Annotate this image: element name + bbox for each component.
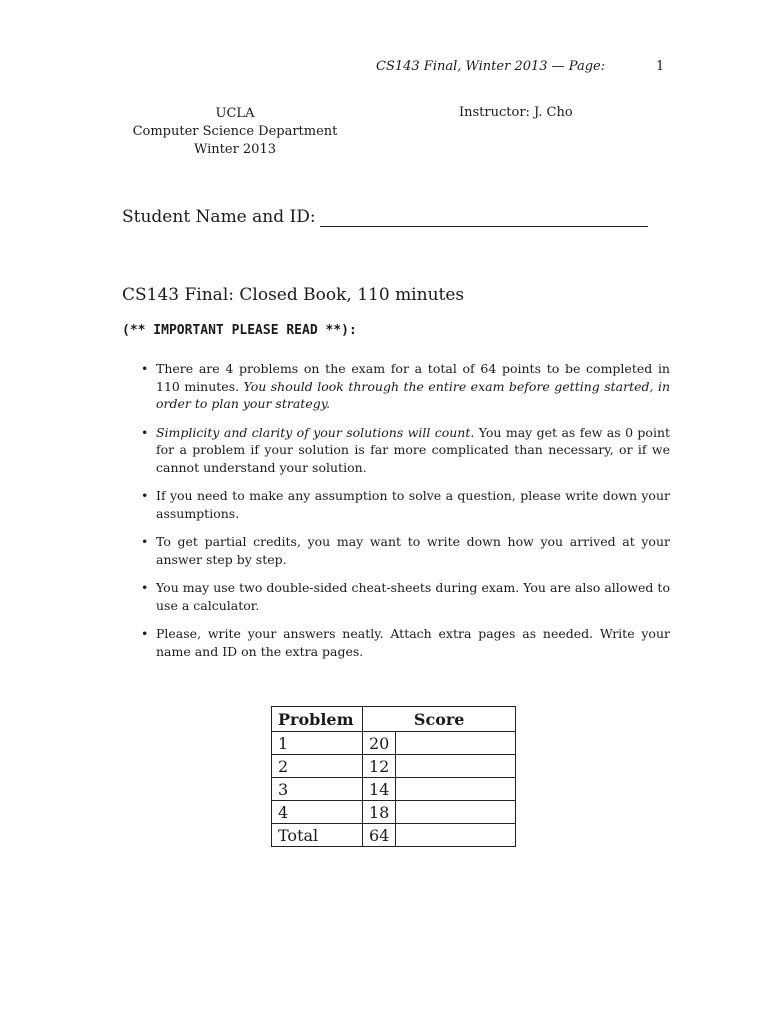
- term: Winter 2013: [193, 142, 276, 157]
- header-problem: Problem: [272, 707, 363, 732]
- table-row: Total 64: [272, 824, 516, 847]
- score-table-header: [272, 707, 516, 732]
- running-header-title: CS143 Final, Winter 2013 — Page:: [376, 59, 606, 74]
- student-name-blank-line[interactable]: [320, 210, 648, 227]
- bullet-icon: •: [141, 580, 149, 595]
- list-item: • Please, write your answers neatly. Attach extra pages as needed. Write your name and ID on the extra pages.: [141, 626, 670, 659]
- bullet-icon: •: [141, 424, 149, 440]
- table-row: 1 20: [272, 732, 516, 755]
- instructions-list: [136, 360, 670, 671]
- bullet-icon: •: [141, 488, 149, 503]
- table-row: 2 12: [272, 755, 516, 778]
- student-name-label: Student Name and ID:: [122, 207, 316, 227]
- important-notice-heading: (** IMPORTANT PLEASE READ **):: [122, 323, 357, 338]
- score-cell[interactable]: [396, 778, 516, 801]
- department-name: Computer Science Department: [132, 124, 338, 139]
- score-cell[interactable]: [396, 755, 516, 778]
- bullet-icon: •: [141, 534, 149, 549]
- bullet-icon: •: [141, 361, 149, 376]
- score-cell[interactable]: [396, 732, 516, 755]
- list-item: • Simplicity and clarity of your solutions will count. You may get as few as 0 point for a problem if your solution is far more complicated than necessary, or if we cannot understand your solution.: [141, 424, 671, 475]
- list-item: • You may use two double-sided cheat-sheets during exam. You are also allowed to use a calculator.: [141, 580, 670, 613]
- score-cell[interactable]: [396, 801, 516, 824]
- exam-title: CS143 Final: Closed Book, 110 minutes: [122, 285, 465, 305]
- bullet-icon: •: [141, 626, 149, 641]
- table-row: 4 18: [272, 801, 516, 824]
- student-name-id-field[interactable]: [122, 207, 648, 227]
- score-cell[interactable]: [396, 824, 516, 847]
- institution-block: [120, 105, 350, 159]
- score-table: [271, 706, 516, 847]
- university-name: UCLA: [215, 106, 255, 121]
- table-row: 3 14: [272, 778, 516, 801]
- list-item: • To get partial credits, you may want to write down how you arrived at your answer step by step.: [141, 534, 670, 567]
- instructor-name: Instructor: J. Cho: [459, 105, 573, 120]
- page-number: 1: [656, 59, 665, 74]
- list-item: • There are 4 problems on the exam for a total of 64 points to be completed in 110 minutes. You should look through the entire exam before getting started, in order to plan your strategy.: [141, 361, 670, 411]
- header-score: Score: [363, 707, 516, 732]
- list-item: • If you need to make any assumption to solve a question, please write down your assumptions.: [141, 488, 670, 521]
